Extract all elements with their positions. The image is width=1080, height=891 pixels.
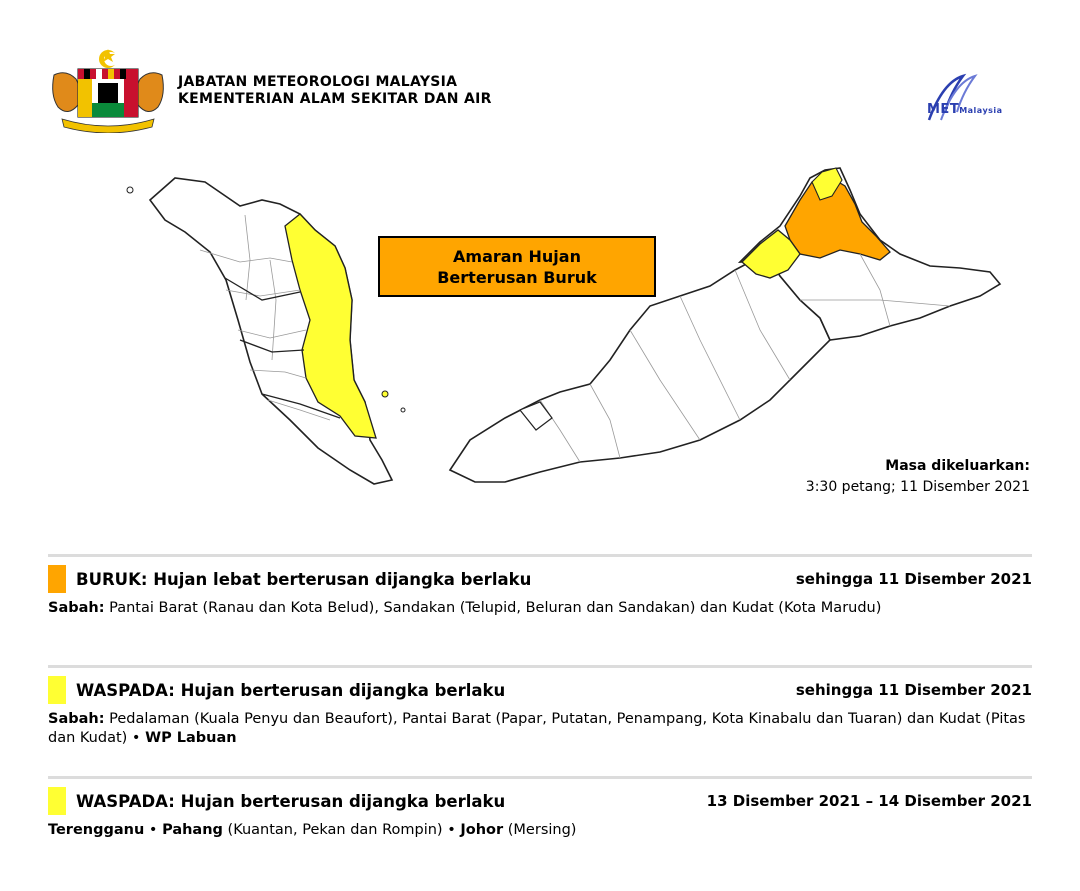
header: [0, 0, 1080, 140]
agency-title: [178, 74, 492, 108]
legend-line-1: Amaran Hujan: [453, 246, 581, 266]
east-malaysia: [450, 168, 1000, 482]
state-name: Sabah:: [48, 711, 105, 727]
warning-date: 13 Disember 2021 – 14 Disember 2021: [706, 792, 1032, 810]
issued-time-block: [806, 456, 1030, 498]
met-malaysia-logo: [915, 72, 1035, 122]
warning-body: [48, 599, 1032, 618]
ministry-name: KEMENTERIAN ALAM SEKITAR DAN AIR: [178, 91, 492, 107]
warning-section-buruk: [48, 565, 1032, 618]
section-divider: [48, 665, 1032, 668]
met-logo-text: [927, 102, 1003, 117]
warning-body: [48, 710, 1032, 748]
warning-date: sehingga 11 Disember 2021: [795, 570, 1032, 588]
buruk-color-swatch: [48, 565, 66, 593]
state-name: WP Labuan: [145, 730, 237, 746]
warning-date: sehingga 11 Disember 2021: [795, 681, 1032, 699]
warning-section-waspada-2: [48, 787, 1032, 840]
issued-label: Masa dikeluarkan:: [885, 458, 1030, 474]
warning-section-waspada-1: [48, 676, 1032, 748]
waspada-color-swatch: [48, 676, 66, 704]
district-list: (Kuantan, Pekan dan Rompin) •: [222, 822, 461, 838]
peninsular-malaysia: [127, 178, 405, 484]
warning-body: [48, 821, 1032, 840]
district-list: (Mersing): [503, 822, 577, 838]
warning-title: WASPADA: Hujan berterusan dijangka berlaku: [76, 791, 506, 811]
waspada-color-swatch: [48, 787, 66, 815]
malaysia-coat-of-arms-icon: [48, 45, 168, 133]
warning-title: BURUK: Hujan lebat berterusan dijangka berlaku: [76, 569, 532, 589]
district-list: Pedalaman (Kuala Penyu dan Beaufort), Pantai Barat (Papar, Putatan, Penampang, Kota Kinabalu dan Tuaran) dan Kudat (Pitas dan Kudat) •: [48, 711, 1026, 746]
sabah-buruk-region: [785, 176, 890, 260]
separator: •: [144, 822, 163, 838]
agency-name: JABATAN METEOROLOGI MALAYSIA: [178, 74, 458, 90]
state-name: Terengganu: [48, 822, 145, 838]
section-divider: [48, 554, 1032, 557]
district-list: Pantai Barat (Ranau dan Kota Belud), Sandakan (Telupid, Beluran dan Sandakan) dan Kudat (Kota Marudu): [104, 600, 882, 616]
state-name: Sabah:: [48, 600, 105, 616]
warning-title: WASPADA: Hujan berterusan dijangka berlaku: [76, 680, 506, 700]
peninsula-outline: [150, 178, 392, 484]
met-logo-malaysia: Malaysia: [959, 106, 1003, 115]
legend-line-2: Berterusan Buruk: [437, 267, 597, 287]
state-name: Johor: [460, 822, 504, 838]
met-logo-met: MET: [927, 102, 960, 117]
warning-legend-box: [378, 236, 656, 297]
state-name: Pahang: [162, 822, 223, 838]
issued-time: 3:30 petang; 11 Disember 2021: [805, 479, 1030, 495]
section-divider: [48, 776, 1032, 779]
